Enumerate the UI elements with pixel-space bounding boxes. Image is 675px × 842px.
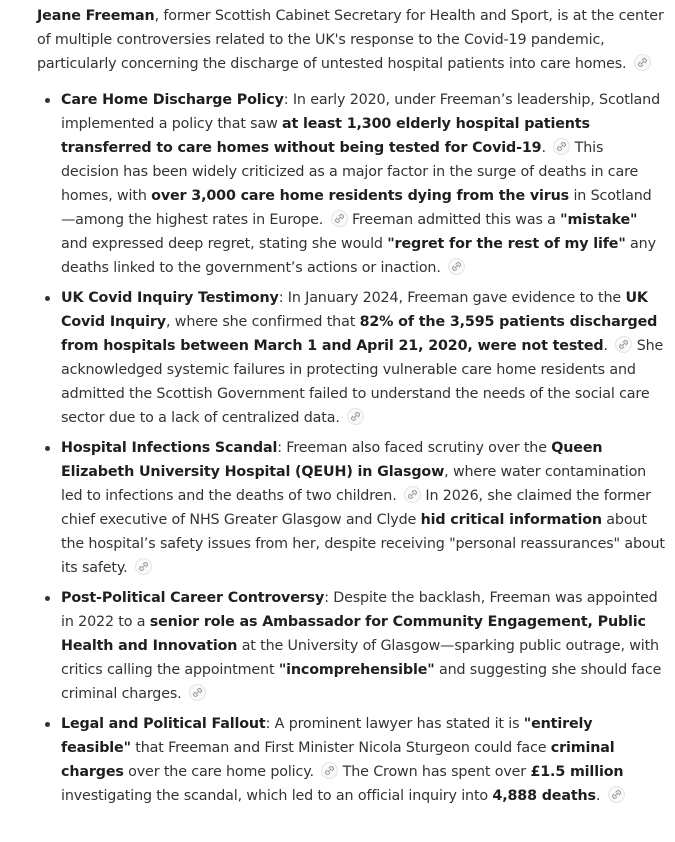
bold-text: hid critical information (420, 512, 602, 528)
citation-link-icon[interactable] (608, 786, 625, 803)
citation-link-icon[interactable] (404, 486, 421, 503)
body-text: : In January 2024, Freeman gave evidence to the (278, 290, 626, 306)
citation-link-icon[interactable] (347, 408, 364, 425)
bold-text: 4,888 deaths (492, 788, 596, 804)
body-text: investigating the scandal, which led to an official inquiry into (61, 788, 493, 804)
body-text: over the care home policy. (123, 764, 319, 780)
bold-text: Queen Elizabeth University Hospital (QEUH) in Glasgow (61, 440, 603, 480)
body-text: and suggesting she should face criminal charges. (61, 662, 662, 702)
list-item (61, 88, 665, 280)
bullet-list (37, 88, 665, 808)
intro-text: , former Scottish Cabinet Secretary for Health and Sport, is at the center of multiple controversies related to the UK's response to the Covid-19 pandemic, particularly concerning the discharge of untested hospital patients into care homes. (37, 8, 664, 72)
bold-text: "regret for the rest of my life" (387, 236, 626, 252)
bold-text: 82% of the 3,595 patients discharged from hospitals between March 1 and April 21, 2020, were not tested (61, 314, 658, 354)
citation-link-icon[interactable] (553, 138, 570, 155)
body-text: This decision has been widely criticized as a major factor in the surge of deaths in care homes, with (61, 140, 639, 204)
body-text: : In early 2020, under Freeman’s leadership, Scotland implemented a policy that saw (61, 92, 661, 132)
body-text: about the hospital’s safety issues from her, despite receiving "personal reassurances" about its safety. (61, 512, 665, 576)
body-text: She acknowledged systemic failures in protecting vulnerable care home residents and admitted the Scottish Government failed to understand the needs of the social care sector due to a lack of centralized data. (61, 338, 664, 426)
list-item (61, 286, 665, 430)
body-text: : A prominent lawyer has stated it is (265, 716, 524, 732)
citation-link-icon[interactable] (448, 258, 465, 275)
body-text: In 2026, she claimed the former chief executive of NHS Greater Glasgow and Clyde (61, 488, 651, 528)
bold-text: over 3,000 care home residents dying from the virus (151, 188, 570, 204)
list-item (61, 586, 665, 706)
body-text: : Freeman also faced scrutiny over the (277, 440, 552, 456)
bold-text: "entirely feasible" (61, 716, 593, 756)
body-text: and expressed deep regret, stating she would (61, 236, 388, 252)
body-text: The Crown has spent over (338, 764, 531, 780)
bold-text: Hospital Infections Scandal (61, 440, 278, 456)
bold-text: £1.5 million (530, 764, 624, 780)
intro-paragraph (37, 4, 665, 76)
citation-link-icon[interactable] (331, 210, 348, 227)
body-text: in Scotland—among the highest rates in Europe. (61, 188, 652, 228)
bold-text: "incomprehensible" (278, 662, 435, 678)
body-text: at the University of Glasgow—sparking public outrage, with critics calling the appointment (61, 638, 659, 678)
body-text: , where water contamination led to infections and the deaths of two children. (61, 464, 647, 504)
bold-text: UK Covid Inquiry Testimony (61, 290, 279, 306)
body-text: Freeman admitted this was a (347, 212, 561, 228)
bold-text: criminal charges (61, 740, 615, 780)
bold-text: Care Home Discharge Policy (61, 92, 284, 108)
body-text: . (541, 140, 551, 156)
bold-text: "mistake" (560, 212, 638, 228)
citation-link-icon[interactable] (615, 336, 632, 353)
citation-link-icon[interactable] (321, 762, 338, 779)
bold-text: Post-Political Career Controversy (61, 590, 325, 606)
bold-text: Legal and Political Fallout (61, 716, 266, 732)
body-text: any deaths linked to the government’s actions or inaction. (61, 236, 656, 276)
body-text: . (603, 338, 613, 354)
body-text: , where she confirmed that (165, 314, 360, 330)
body-text: . (595, 788, 605, 804)
list-item (61, 436, 665, 580)
bold-text: at least 1,300 elderly hospital patients transferred to care homes without being tested for Covid-19 (61, 116, 590, 156)
citation-link-icon[interactable] (135, 558, 152, 575)
answer-body (37, 4, 665, 814)
citation-link-icon[interactable] (634, 54, 651, 71)
body-text: that Freeman and First Minister Nicola Sturgeon could face (130, 740, 551, 756)
body-text: : Despite the backlash, Freeman was appointed in 2022 to a (61, 590, 658, 630)
bold-text: UK Covid Inquiry (61, 290, 648, 330)
intro-name: Jeane Freeman (37, 8, 155, 24)
bold-text: senior role as Ambassador for Community Engagement, Public Health and Innovation (61, 614, 646, 654)
citation-link-icon[interactable] (189, 684, 206, 701)
list-item (61, 712, 665, 808)
